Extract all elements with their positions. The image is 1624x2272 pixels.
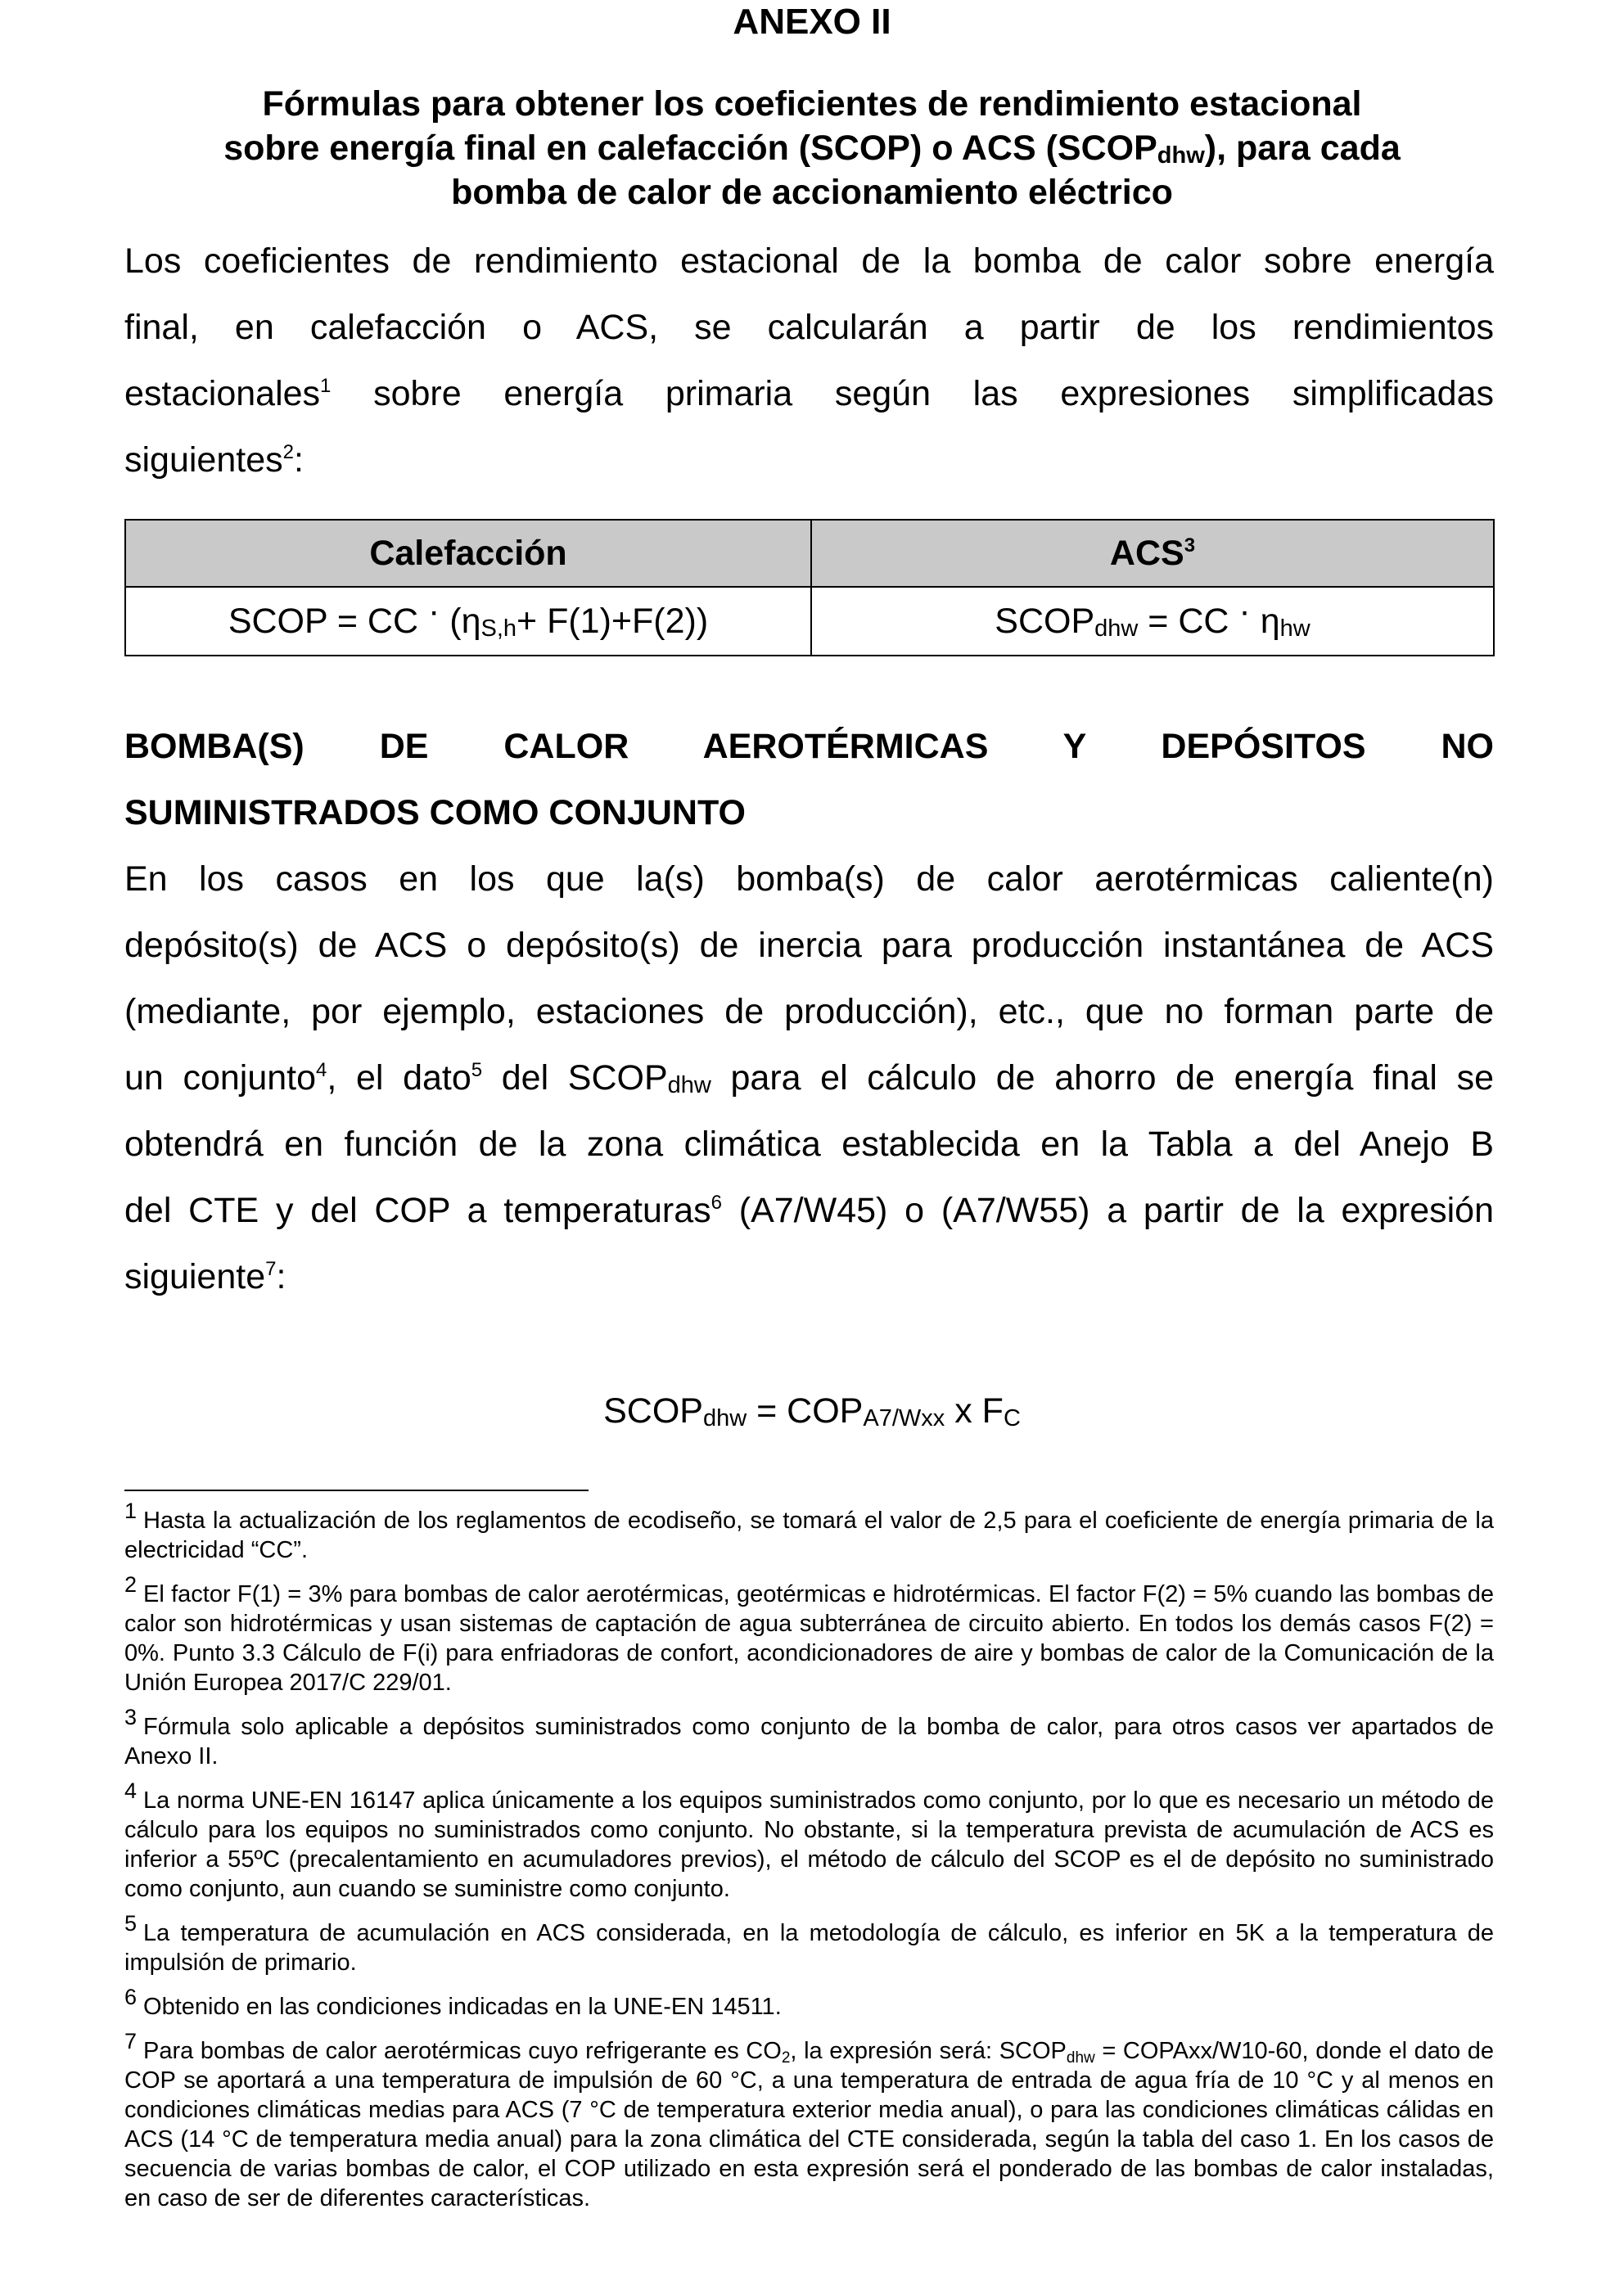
- formula-subscript: S,h: [480, 615, 517, 642]
- section-heading-line: SUMINISTRADOS COMO CONJUNTO: [124, 793, 746, 832]
- subtitle-text: sobre energía final en calefacción (SCOP) o ACS (SCOP: [223, 128, 1157, 168]
- formula-subscript: hw: [1279, 615, 1310, 642]
- footnote-ref[interactable]: 6: [710, 1192, 722, 1214]
- section-line: (mediante, por ejemplo, estaciones de producción), etc., que no forman parte de: [124, 992, 1494, 1031]
- footnote-number: 2: [124, 1572, 138, 1597]
- section-text: , el dato: [327, 1058, 471, 1098]
- footnote-ref[interactable]: 2: [282, 441, 294, 463]
- table-header-heating: Calefacción: [125, 520, 811, 587]
- subtitle-line-2: [123, 126, 1501, 170]
- section-text: un conjunto: [124, 1058, 317, 1098]
- footnote-7: [124, 2029, 1494, 2213]
- formula-dot: ·: [427, 591, 440, 631]
- section-line: [124, 1178, 1494, 1244]
- footnote-ref[interactable]: 5: [471, 1059, 483, 1081]
- footnote-2: [124, 1572, 1494, 1697]
- section-heading: [124, 714, 1494, 846]
- footnote-subscript: 2: [781, 2049, 791, 2067]
- footnote-text: , la expresión será: SCOP: [790, 2038, 1067, 2064]
- footnotes: [124, 1499, 1494, 2228]
- intro-line: [124, 361, 1494, 427]
- footnote-ref[interactable]: 3: [1184, 534, 1196, 557]
- footnote-5: [124, 1911, 1494, 1977]
- section-line: En los casos en los que la(s) bomba(s) de calor aerotérmicas caliente(n): [124, 859, 1494, 899]
- intro-line: [124, 427, 1494, 494]
- section-text: (A7/W45) o (A7/W55) a partir de la expresión: [721, 1191, 1494, 1230]
- footnote-number: 4: [124, 1778, 138, 1803]
- formula-subscript: C: [1003, 1405, 1021, 1431]
- section-line: depósito(s) de ACS o depósito(s) de inercia para producción instantánea de ACS: [124, 926, 1494, 965]
- formula-text: SCOP = CC: [228, 601, 428, 641]
- footnote-ref[interactable]: 4: [316, 1059, 327, 1081]
- formula-subscript: dhw: [1094, 615, 1139, 642]
- footnote-number: 7: [124, 2029, 138, 2053]
- intro-text: sobre energía primaria según las expresiones simplificadas: [331, 374, 1494, 413]
- footnote-text: Para bombas de calor aerotérmicas cuyo refrigerante es CO: [143, 2038, 782, 2064]
- section-text: para el cálculo de ahorro de energía final se: [710, 1058, 1495, 1098]
- formula-text: (η: [440, 601, 481, 641]
- subtitle-text: ), para cada: [1204, 128, 1401, 168]
- intro-text: estacionales: [124, 374, 321, 413]
- footnote-number: 1: [124, 1499, 138, 1523]
- footnote-ref[interactable]: 1: [320, 375, 332, 397]
- section-subscript: dhw: [667, 1072, 711, 1098]
- footnote-4: [124, 1778, 1494, 1904]
- formula-subscript: dhw: [702, 1405, 747, 1431]
- section-paragraph: [124, 846, 1494, 1310]
- section-text: :: [276, 1257, 286, 1296]
- footnote-subscript: dhw: [1066, 2049, 1095, 2067]
- footnote-text: = COPAxx/W10-60, donde el dato de COP se aportará a una temperatura de impulsión de 60 °C, a una temperatura de entrada de agua fría de 10 °C y al menos en condiciones climáticas medias para ACS (7 °C de temperatura exterior media anual), o para las condiciones climáticas cálidas en ACS (14 °C de temperatura media anual) para la zona climática del CTE considerada, según la tabla del caso 1. En los casos de secuencia de varias bombas de calor, el COP utilizado en esta expresión será el ponderado de las bombas de calor instaladas, en caso de ser de diferentes características.: [124, 2038, 1494, 2211]
- subtitle-subscript: dhw: [1157, 142, 1205, 169]
- footnote-text: Obtenido en las condiciones indicadas en la UNE-EN 14511.: [143, 1994, 782, 2020]
- footnote-text: Fórmula solo aplicable a depósitos suministrados como conjunto de la bomba de calor, para otros casos ver apartados de Anexo II.: [124, 1714, 1494, 1769]
- formula-subscript: A7/Wxx: [863, 1405, 945, 1431]
- footnote-text: Hasta la actualización de los reglamentos de ecodiseño, se tomará el valor de 2,5 para el coeficiente de energía primaria de la electricidad “CC”.: [124, 1508, 1494, 1563]
- intro-text: siguientes: [124, 440, 283, 480]
- formula-text: x F: [945, 1391, 1004, 1431]
- footnote-number: 3: [124, 1705, 138, 1729]
- footnote-6: [124, 1985, 1494, 2022]
- intro-line: final, en calefacción o ACS, se calcularán a partir de los rendimientos: [124, 308, 1494, 347]
- section-line: [124, 1045, 1494, 1111]
- subtitle-line-1: Fórmulas para obtener los coeficientes de rendimiento estacional: [262, 84, 1362, 124]
- footnote-1: [124, 1499, 1494, 1565]
- section-text: del SCOP: [482, 1058, 668, 1098]
- section-line: obtendrá en función de la zona climática establecida en la Tabla a del Anejo B: [124, 1125, 1494, 1164]
- intro-line: Los coeficientes de rendimiento estacional de la bomba de calor sobre energía: [124, 241, 1494, 281]
- formula-text: SCOP: [995, 601, 1095, 641]
- table-cell-scopdhw-formula: [811, 587, 1494, 656]
- footnote-separator: [124, 1490, 589, 1491]
- formula-text: η: [1250, 601, 1280, 641]
- table-row: [125, 587, 1494, 656]
- table-header-text: ACS: [1109, 533, 1184, 573]
- table-header-row: [125, 520, 1494, 587]
- section-heading-line: BOMBA(S) DE CALOR AEROTÉRMICAS Y DEPÓSITOS NO: [124, 727, 1494, 766]
- section-line: [124, 1244, 1494, 1310]
- scopdhw-formula: [0, 1386, 1624, 1436]
- footnote-text: La temperatura de acumulación en ACS considerada, en la metodología de cálculo, es inferior en 5K a la temperatura de impulsión de primario.: [124, 1920, 1494, 1976]
- section-text: siguiente: [124, 1257, 266, 1296]
- annex-heading: ANEXO II: [733, 2, 891, 42]
- footnote-3: [124, 1705, 1494, 1771]
- intro-text: :: [294, 440, 304, 480]
- formula-text: = COP: [747, 1391, 864, 1431]
- subtitle-line-3: bomba de calor de accionamiento eléctrico: [451, 173, 1173, 212]
- footnote-text: El factor F(1) = 3% para bombas de calor aerotérmicas, geotérmicas e hidrotérmicas. El factor F(2) = 5% cuando las bombas de calor son hidrotérmicas y usan sistemas de captación de agua subterránea de circuito abierto. En todos los demás casos F(2) = 0%. Punto 3.3 Cálculo de F(i) para enfriadoras de confort, acondicionadores de aire y bombas de calor de la Comunicación de la Unión Europea 2017/C 229/01.: [124, 1581, 1494, 1696]
- footnote-ref[interactable]: 7: [265, 1258, 277, 1280]
- formula-text: + F(1)+F(2)): [517, 601, 709, 641]
- formula-dot: ·: [1238, 591, 1251, 631]
- footnote-text: La norma UNE-EN 16147 aplica únicamente a los equipos suministrados como conjunto, por lo que es necesario un método de cálculo para los equipos no suministrados como conjunto. No obstante, si la temperatura prevista de acumulación de ACS es inferior a 55ºC (precalentamiento en acumuladores previos), el método de cálculo del SCOP es el de depósito no suministrado como conjunto, aun cuando se suministre como conjunto.: [124, 1787, 1494, 1902]
- formula-text: SCOP: [603, 1391, 703, 1431]
- section-text: del CTE y del COP a temperaturas: [124, 1191, 711, 1230]
- annex-subtitle: [123, 82, 1501, 214]
- table-cell-scop-formula: [125, 587, 811, 656]
- formula-table: [124, 519, 1495, 656]
- formula-text: = CC: [1138, 601, 1239, 641]
- intro-paragraph: [124, 228, 1494, 494]
- footnote-number: 5: [124, 1911, 138, 1936]
- footnote-number: 6: [124, 1985, 138, 2009]
- table-header-acs: [811, 520, 1494, 587]
